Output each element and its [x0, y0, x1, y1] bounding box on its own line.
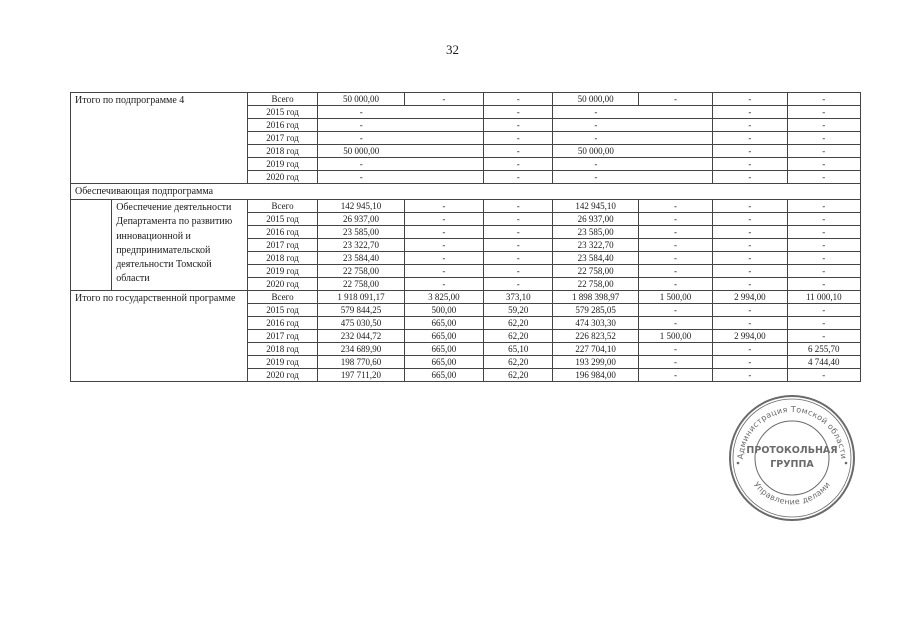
- value-cell: -: [484, 145, 553, 158]
- svg-text:Управление делами: [752, 480, 832, 506]
- value-cell: -: [318, 119, 404, 132]
- year-cell: 2018 год: [247, 252, 317, 265]
- value-cell: 23 584,40: [553, 252, 638, 265]
- year-cell: 2020 год: [247, 369, 317, 382]
- year-cell: 2017 год: [247, 132, 317, 145]
- value-cell: -: [318, 106, 404, 119]
- value-cell: 193 299,00: [553, 356, 638, 369]
- value-cell: -: [787, 369, 860, 382]
- year-cell: 2015 год: [247, 304, 317, 317]
- value-cell: 11 000,10: [787, 291, 860, 304]
- value-cell: 665,00: [404, 317, 483, 330]
- value-cell: -: [638, 252, 712, 265]
- value-cell: 1 898 398,97: [553, 291, 638, 304]
- value-cell: 1 500,00: [638, 291, 712, 304]
- value-cell: -: [787, 158, 860, 171]
- value-cell: 6 255,70: [787, 343, 860, 356]
- value-cell: -: [713, 278, 787, 291]
- value-cell: -: [484, 106, 553, 119]
- value-cell: [638, 119, 712, 132]
- year-cell: 2020 год: [247, 278, 317, 291]
- value-cell: -: [484, 265, 553, 278]
- value-cell: -: [484, 158, 553, 171]
- value-cell: 59,20: [484, 304, 553, 317]
- value-cell: 227 704,10: [553, 343, 638, 356]
- value-cell: -: [787, 106, 860, 119]
- value-cell: 234 689,90: [318, 343, 404, 356]
- budget-table: [70, 92, 861, 382]
- value-cell: -: [484, 278, 553, 291]
- year-cell: Всего: [247, 291, 317, 304]
- value-cell: -: [713, 171, 787, 184]
- value-cell: 198 770,60: [318, 356, 404, 369]
- value-cell: -: [638, 343, 712, 356]
- value-cell: 22 758,00: [553, 265, 638, 278]
- value-cell: 142 945,10: [553, 200, 638, 213]
- stamp-ring-bottom: Управление делами: [751, 480, 833, 507]
- value-cell: -: [553, 132, 638, 145]
- value-cell: -: [787, 252, 860, 265]
- value-cell: [638, 145, 712, 158]
- value-cell: -: [787, 119, 860, 132]
- value-cell: -: [638, 304, 712, 317]
- value-cell: 197 711,20: [318, 369, 404, 382]
- value-cell: 62,20: [484, 317, 553, 330]
- table-row: [71, 93, 861, 106]
- value-cell: 65,10: [484, 343, 553, 356]
- value-cell: 196 984,00: [553, 369, 638, 382]
- year-cell: 2019 год: [247, 158, 317, 171]
- value-cell: 22 758,00: [318, 278, 404, 291]
- value-cell: [404, 158, 483, 171]
- value-cell: -: [638, 317, 712, 330]
- value-cell: -: [713, 93, 787, 106]
- value-cell: -: [484, 132, 553, 145]
- value-cell: -: [713, 132, 787, 145]
- value-cell: [638, 171, 712, 184]
- indent-cell: [71, 200, 112, 291]
- value-cell: 23 584,40: [318, 252, 404, 265]
- year-cell: 2017 год: [247, 239, 317, 252]
- value-cell: -: [553, 171, 638, 184]
- value-cell: -: [484, 171, 553, 184]
- value-cell: 665,00: [404, 369, 483, 382]
- section-heading: Обеспечивающая подпрограмма: [71, 184, 861, 200]
- row-label: Итого по подпрограмме 4: [71, 93, 248, 184]
- value-cell: -: [787, 213, 860, 226]
- value-cell: 50 000,00: [318, 145, 404, 158]
- value-cell: -: [787, 304, 860, 317]
- value-cell: 2 994,00: [713, 291, 787, 304]
- value-cell: -: [404, 239, 483, 252]
- value-cell: -: [318, 171, 404, 184]
- year-cell: 2017 год: [247, 330, 317, 343]
- value-cell: [638, 132, 712, 145]
- value-cell: -: [404, 252, 483, 265]
- value-cell: 373,10: [484, 291, 553, 304]
- value-cell: [404, 171, 483, 184]
- value-cell: -: [484, 200, 553, 213]
- value-cell: [638, 106, 712, 119]
- value-cell: -: [713, 226, 787, 239]
- value-cell: -: [787, 171, 860, 184]
- value-cell: 50 000,00: [553, 93, 638, 106]
- value-cell: -: [713, 158, 787, 171]
- table-row: [71, 291, 861, 304]
- value-cell: 474 303,30: [553, 317, 638, 330]
- value-cell: -: [713, 369, 787, 382]
- value-cell: -: [484, 239, 553, 252]
- value-cell: 579 285,05: [553, 304, 638, 317]
- official-stamp: [727, 393, 857, 523]
- year-cell: 2018 год: [247, 145, 317, 158]
- year-cell: 2019 год: [247, 356, 317, 369]
- year-cell: 2019 год: [247, 265, 317, 278]
- value-cell: -: [787, 265, 860, 278]
- value-cell: -: [713, 213, 787, 226]
- value-cell: -: [638, 200, 712, 213]
- value-cell: -: [713, 252, 787, 265]
- value-cell: -: [638, 226, 712, 239]
- year-cell: Всего: [247, 93, 317, 106]
- value-cell: -: [484, 252, 553, 265]
- year-cell: 2015 год: [247, 213, 317, 226]
- value-cell: -: [638, 213, 712, 226]
- year-cell: 2016 год: [247, 119, 317, 132]
- value-cell: [404, 119, 483, 132]
- value-cell: [404, 106, 483, 119]
- value-cell: 22 758,00: [553, 278, 638, 291]
- value-cell: -: [787, 200, 860, 213]
- value-cell: -: [318, 158, 404, 171]
- value-cell: 3 825,00: [404, 291, 483, 304]
- value-cell: 665,00: [404, 330, 483, 343]
- year-cell: 2016 год: [247, 317, 317, 330]
- section-heading-row: [71, 184, 861, 200]
- value-cell: [404, 132, 483, 145]
- value-cell: -: [638, 93, 712, 106]
- value-cell: 23 322,70: [318, 239, 404, 252]
- value-cell: -: [713, 145, 787, 158]
- value-cell: 1 500,00: [638, 330, 712, 343]
- value-cell: 500,00: [404, 304, 483, 317]
- page-number: 32: [446, 42, 459, 57]
- value-cell: 62,20: [484, 369, 553, 382]
- value-cell: -: [484, 213, 553, 226]
- value-cell: 142 945,10: [318, 200, 404, 213]
- value-cell: -: [713, 200, 787, 213]
- value-cell: 22 758,00: [318, 265, 404, 278]
- value-cell: 1 918 091,17: [318, 291, 404, 304]
- value-cell: 50 000,00: [318, 93, 404, 106]
- value-cell: -: [713, 119, 787, 132]
- value-cell: 226 823,52: [553, 330, 638, 343]
- value-cell: 62,20: [484, 356, 553, 369]
- value-cell: 26 937,00: [553, 213, 638, 226]
- year-cell: 2016 год: [247, 226, 317, 239]
- value-cell: 50 000,00: [553, 145, 638, 158]
- value-cell: -: [713, 317, 787, 330]
- value-cell: -: [713, 265, 787, 278]
- value-cell: -: [553, 119, 638, 132]
- value-cell: 23 322,70: [553, 239, 638, 252]
- value-cell: [404, 145, 483, 158]
- value-cell: 665,00: [404, 356, 483, 369]
- value-cell: -: [638, 369, 712, 382]
- value-cell: -: [484, 93, 553, 106]
- value-cell: -: [787, 93, 860, 106]
- year-cell: 2018 год: [247, 343, 317, 356]
- value-cell: -: [404, 265, 483, 278]
- value-cell: -: [638, 239, 712, 252]
- value-cell: -: [713, 304, 787, 317]
- value-cell: -: [638, 278, 712, 291]
- value-cell: -: [787, 145, 860, 158]
- value-cell: -: [404, 226, 483, 239]
- value-cell: 23 585,00: [318, 226, 404, 239]
- row-label: Обеспечение деятельности Департамента по развитию инновационной и предпринимательской деятельности Томской области: [112, 200, 248, 291]
- value-cell: -: [787, 226, 860, 239]
- stamp-center-line-1: ПРОТОКОЛЬНАЯ: [746, 445, 838, 456]
- year-cell: 2015 год: [247, 106, 317, 119]
- year-cell: Всего: [247, 200, 317, 213]
- value-cell: -: [713, 106, 787, 119]
- value-cell: -: [713, 356, 787, 369]
- value-cell: 232 044,72: [318, 330, 404, 343]
- value-cell: -: [713, 239, 787, 252]
- value-cell: -: [404, 213, 483, 226]
- value-cell: -: [787, 278, 860, 291]
- value-cell: -: [553, 106, 638, 119]
- value-cell: 4 744,40: [787, 356, 860, 369]
- value-cell: -: [404, 93, 483, 106]
- stamp-ring-top: Администрация Томской области: [735, 404, 849, 460]
- row-label: Итого по государственной программе: [71, 291, 248, 382]
- value-cell: 26 937,00: [318, 213, 404, 226]
- value-cell: [638, 158, 712, 171]
- value-cell: -: [787, 132, 860, 145]
- value-cell: 665,00: [404, 343, 483, 356]
- value-cell: 475 030,50: [318, 317, 404, 330]
- value-cell: -: [787, 330, 860, 343]
- value-cell: -: [787, 317, 860, 330]
- value-cell: -: [638, 265, 712, 278]
- value-cell: 23 585,00: [553, 226, 638, 239]
- value-cell: -: [484, 226, 553, 239]
- value-cell: -: [404, 278, 483, 291]
- value-cell: -: [404, 200, 483, 213]
- value-cell: -: [484, 119, 553, 132]
- value-cell: -: [553, 158, 638, 171]
- value-cell: -: [638, 356, 712, 369]
- value-cell: -: [713, 343, 787, 356]
- value-cell: 2 994,00: [713, 330, 787, 343]
- value-cell: -: [787, 239, 860, 252]
- stamp-center-line-2: ГРУППА: [770, 459, 814, 470]
- table-row: [71, 200, 861, 213]
- year-cell: 2020 год: [247, 171, 317, 184]
- value-cell: 579 844,25: [318, 304, 404, 317]
- value-cell: -: [318, 132, 404, 145]
- value-cell: 62,20: [484, 330, 553, 343]
